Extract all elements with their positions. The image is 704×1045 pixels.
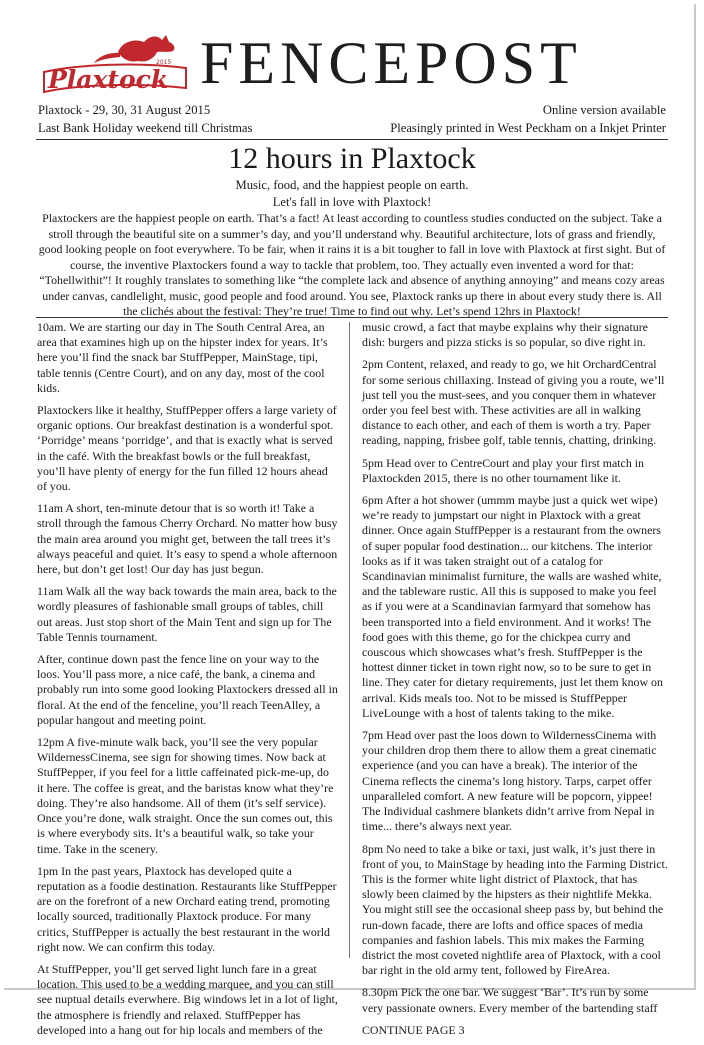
intro-divider [36, 317, 668, 318]
printing-note: Pleasingly printed in West Peckham on a Inkjet Printer [390, 121, 666, 135]
plaxtock-logo [40, 32, 190, 102]
article-column-left [37, 320, 338, 1045]
paragraph: 2pm Content, relaxed, and ready to go, we hit OrchardCentral for some serious chillaxing. Instead of giving you a route, we’ll just tell you the must-sees, and you conquer them in whatever order you feel best with. These activities are all in walking distance to each other, and each of them is worth a try. Paper reading, napping, frisbee golf, table tennis, chatting, drinking. [362, 357, 665, 448]
subtitle-line-2: Let's fall in love with Plaxtock! [272, 195, 432, 209]
paragraph: 8pm No need to take a bike or taxi, just walk, it’s just there in front of you, to MainStage by heading into the Farming District. This is the former white light district of Plaxtock, that has slowly been claimed by the hipsters as their nightlife Mekka. You might still see the occasional sheep pass by, but behind the run-down facade, there are lofts and office spaces of media companies and fashion labels. This mix makes the Farming district the most coveted nightlife area of Plaxtock, with a cool bar right in the old army tent, followed by FireArea. [362, 841, 668, 978]
article-intro: Plaxtockers are the happiest people on earth. That’s a fact! At least according to countless studies conducted on the subject. Take a stroll through the beautiful site on a summer’s day, and you’ll understand why. Beautiful architecture, lots of grass and friendly, good looking people on foot everywhere. To be fair, when it rains it is a bit tougher to fall in love with Plaxtock at first sight. But of course, the inventive Plaxtockers found a way to tackle that problem, too. They actually even invented a word for that: “Tohellwithit”! It roughly translates to something like “the complete lack and absence of anything annoying” and means cozy areas under canvas, candlelight, music, good people and food around. You see, Plaxtock ranks up there in about every study there is. All the clichés about the festival: They’re true! Time to find out why. Let’s spend 12hrs in Plaxtock! [38, 211, 666, 318]
subtitle-line-1: Music, food, and the happiest people on earth. [235, 178, 469, 192]
paragraph: 1pm In the past years, Plaxtock has developed quite a reputation as a foodie destination. Restaurants like StuffPepper are on the forefront of a new Orchard eating trend, promoting locally sourced, traditionally Plaxtock produce. For many critics, StuffPepper is actually the best restaurant in the world right now. We can confirm this today. [37, 863, 337, 954]
column-divider [349, 322, 350, 958]
paragraph: At StuffPepper, you’ll get served light lunch fare in a great location. This used to be a wedding marquee, and you can still see nuptual details everwhere. Big windows let in a lot of light, the atmosphere is friendly and relaxed. StuffPepper has developed into a hang out for hip locals and members of the [37, 961, 338, 1037]
paragraph: 12pm A five-minute walk back, you’ll see the very popular WildernessCinema, see sign for showing times. Now back at StuffPepper, if you feel for a little caffeinated pick-me-up, do it here. The coffee is great, and the baristas know what they’re doing. They’re also handsome. All of them (it’s self service). Once you’re done, walk straight. Once the sun comes out, this is where everybody sits. It’s a beautiful walk, so take your time. Take in the scenery. [37, 735, 334, 856]
logo-year: 2015 [156, 59, 172, 66]
masthead-title: FENCEPOST [200, 30, 582, 96]
paragraph: 10am. We are starting our day in The South Central Area, an area that examines high up on the hipster index for years. It’s here you’ll find the snack bar StuffPepper, MainStage, tipi, table tennis (Centre Court), and on any day, most of the cool kids. [37, 320, 328, 395]
issue-info-right [390, 101, 666, 137]
issue-tagline: Last Bank Holiday weekend till Christmas [38, 121, 253, 135]
logo-wordmark: Plaxtock [48, 65, 169, 94]
continue-link[interactable]: CONTINUE PAGE 3 [362, 1022, 465, 1037]
article-headline: 12 hours in Plaxtock [228, 142, 476, 175]
article-column-right [362, 320, 668, 1045]
paragraph: 11am Walk all the way back towards the main area, back to the wordly pleasures of fashionable small groups of tables, chill out areas. Just stop short of the Main Tent and sign up for The Table Tennis tournament. [37, 584, 337, 644]
issue-info-left [38, 101, 252, 137]
paragraph: 6pm After a hot shower (ummm maybe just a quick wet wipe) we’re ready to jumpstart our night in Plaxtock with a great dinner. Once again StuffPepper is a restaurant from the owners of super popular food destination... our kitchens. The interior looks as if it was taken straight out of a catalog for Scandinavian minimalist furniture, the walls are washed white, and the tableware rustic. All this is supposed to make you feel as if you were at a Scandinavian farmyard that somehow has been transported into a field environment. And it works! The food goes with this theme, go for the chickpea curry and couscous which showcases what’s fresh. StuffPepper is the hottest dinner ticket in town right now, so to be sure to get in line. They cater for dietary requirements, just let them know on arrival. Kids meals too. Not to be missed is StuffPepper LiveLounge with a host of talents taking to the mike. [362, 493, 663, 720]
top-divider [36, 139, 668, 140]
issue-dates: Plaxtock - 29, 30, 31 August 2015 [38, 103, 211, 117]
article-subtitle [36, 177, 668, 211]
paragraph: music crowd, a fact that maybe explains why their signature dish: burgers and pizza sticks is so popular, so dive right in. [362, 320, 648, 350]
paragraph: 5pm Head over to CentreCourt and play your first match in Plaxtockden 2015, there is no other tournament like it. [362, 455, 645, 485]
paragraph: 7pm Head over past the loos down to WildernessCinema with your children drop them there to allow them a great cinematic experience (and you can have a break). The interior of the Cinema reflects the cinema’s long history. Tarps, carpet offer unparalleled comfort. A new feature will be popcorn, yippee! The Individual cashmere blankets didn’t arrive from Nepal in time... there’s always next year. [362, 728, 657, 834]
paragraph: After, continue down past the fence line on your way to the loos. You’ll pass more, a nice café, the bank, a cinema and probably run into some good looking Plaxtockers dressed all in floral. At the end of the fenceline, you’ll reach TeenAlley, a popular hangout and meeting point. [37, 652, 338, 727]
online-version-note: Online version available [542, 103, 666, 117]
paragraph: Plaxtockers like it healthy, StuffPepper offers a large variety of organic options. Our breakfast destination is a wonderful spot. ‘Porridge’ means ‘porridge’, and that is exactly what is served in the café. With the breakfast bowls or the full breakfast, you’ll have plenty of energy for the fun filled 12 hours ahead of you. [37, 403, 337, 494]
paragraph: 8.30pm Pick the one bar. We suggest ‘Bar’. It’s run by some very passionate owners. Every member of the bartending staff [362, 985, 658, 1015]
paragraph: 11am A short, ten-minute detour that is so worth it! Take a stroll through the famous Cherry Orchard. No matter how busy the main area around you might get, between the tall trees it’s always peaceful and quiet. It’s easy to spend a whole afternoon here, but don’t get lost! Our day has just begun. [37, 501, 338, 577]
